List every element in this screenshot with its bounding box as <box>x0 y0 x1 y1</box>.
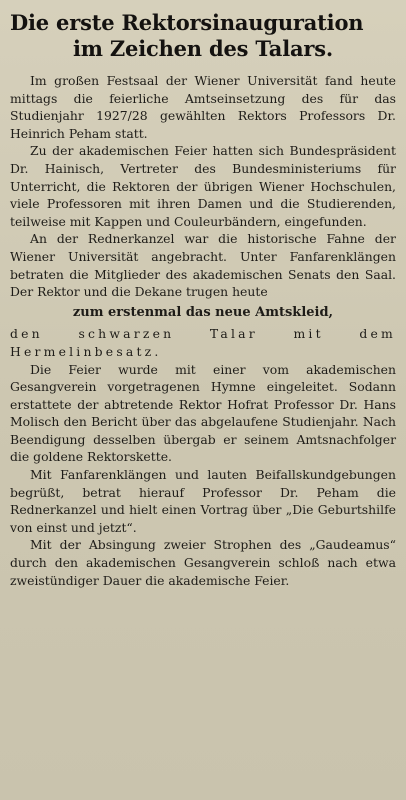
paragraph-guests: Zu der akademischen Feier hatten sich Bundespräsident Dr. Hainisch, Vertreter des Bundesministeriums für Unterricht, die Rektoren der übrigen Wiener Hochschulen, viele Professoren mit ihren Damen und die Studierenden, teilweise mit Kappen und Couleurbändern, eingefunden. <box>10 143 396 229</box>
headline-line-2: im Zeichen des Talars. <box>73 36 333 61</box>
paragraph-flag: An der Rednerkanzel war die historische Fahne der Wiener Universität angebracht. Unter Fanfarenklängen betraten die Mitglieder des akademischen Senats den Saal. Der Rektor und die Dekane trugen heute <box>10 231 396 300</box>
paragraph-ceremony: Die Feier wurde mit einer vom akademischen Gesangverein vorgetragenen Hymne eingeleitet. Sodann erstattete der abtretende Rektor Hofrat Professor Dr. Hans Molisch den Bericht über das abgelaufene Studienjahr. Nach Beendigung desselben übergab er seinem Amtsnachfolger die goldene Rektorskette. <box>10 361 396 465</box>
paragraph-intro: Im großen Festsaal der Wiener Universität fand heute mittags die feierliche Amtseinsetzung des für das Studienjahr 1927/28 gewählten Rektors Professors Dr. Heinrich Peham statt. <box>10 73 396 141</box>
subheading: zum erstenmal das neue Amtskleid, <box>72 304 334 320</box>
article-body <box>10 72 396 589</box>
paragraph-closing: Mit der Absingung zweier Strophen des „Gaudeamus“ durch den akademischen Gesangverein schloß nach etwa zweistündiger Dauer die akademische Feier. <box>10 537 396 588</box>
spaced-line: den schwarzen Talar mit dem Hermelinbesatz. <box>10 326 396 359</box>
headline-line-1: Die erste Rektorsinauguration <box>10 10 364 35</box>
article-headline <box>10 10 396 62</box>
paragraph-lecture: Mit Fanfarenklängen und lauten Beifallskundgebungen begrüßt, betrat hierauf Professor Dr. Peham die Rednerkanzel und hielt einen Vortrag über „Die Geburtshilfe von einst und jetzt“. <box>10 467 396 535</box>
